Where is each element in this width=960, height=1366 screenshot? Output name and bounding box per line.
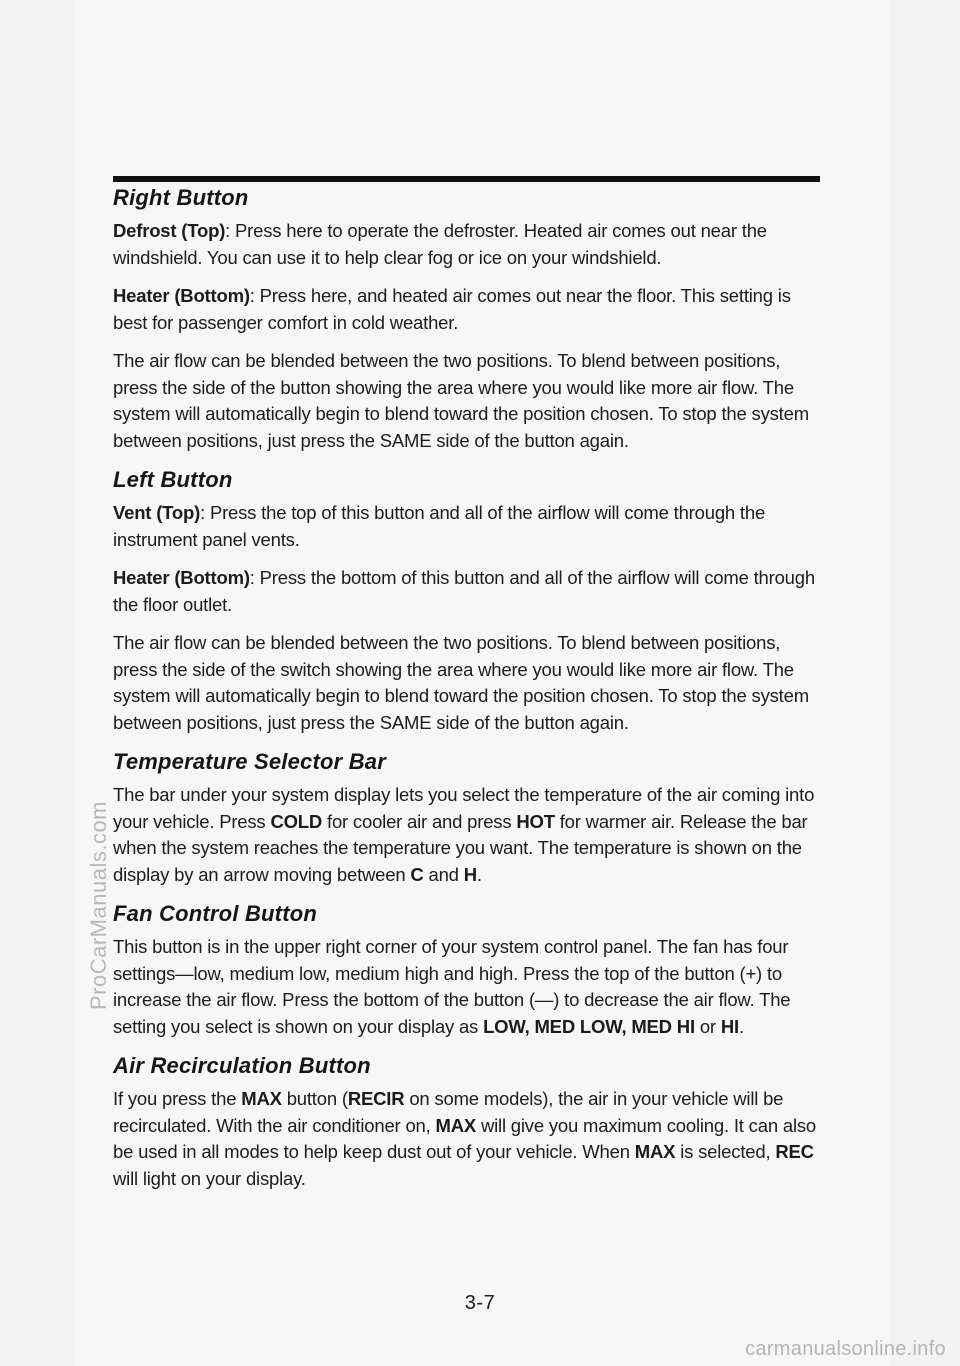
bold-term: REC: [775, 1141, 814, 1162]
bold-term: HI: [720, 1015, 739, 1037]
body-text: : Press the top of this button and all of the airflow will come through the instrument panel vents.: [113, 502, 766, 550]
heading-right-button: Right Button: [113, 185, 249, 210]
bold-term: MAX: [241, 1088, 282, 1109]
side-watermark: ProCarManuals.com: [86, 800, 111, 1010]
body-text: for cooler air and press: [322, 810, 517, 832]
paragraph-defrost-top: [113, 218, 825, 271]
paragraph-heater-bottom: [113, 283, 825, 336]
bold-term: HOT: [516, 810, 555, 832]
body-text: If you press the: [113, 1088, 242, 1109]
paragraph-vent-top: [113, 500, 825, 553]
paragraph-temperature: [113, 782, 825, 888]
term: Defrost (Top): [113, 220, 226, 241]
body-text: button (: [281, 1088, 348, 1109]
term: Vent (Top): [113, 502, 201, 523]
bold-term: H: [463, 863, 477, 885]
heading-fan-control: Fan Control Button: [113, 901, 317, 926]
body-text: will light on your display.: [113, 1167, 306, 1189]
body-text: The air flow can be blended between the two positions. To blend between positions, press the side of the button showing the area where you would like more air flow. The system will automatically begin to blend toward the position chosen. To stop the system between positions, just press the SAME side of the button again.: [113, 350, 809, 451]
body-text: and: [423, 863, 464, 885]
body-text: or: [694, 1015, 721, 1037]
heading-temperature-selector: Temperature Selector Bar: [113, 749, 386, 774]
paragraph-blend: [113, 630, 825, 736]
paragraph-blend: [113, 348, 825, 454]
body-text: The air flow can be blended between the two positions. To blend between positions, press the side of the switch showing the area where you would like more air flow. The system will automatically begin to blend toward the position chosen. To stop the system between positions, just press the SAME side of the button again.: [113, 632, 809, 733]
bold-term: MAX: [634, 1141, 676, 1162]
body-text: : Press here to operate the defroster. Heated air comes out near the windshield. You can use it to help clear fog or ice on your windshield.: [113, 220, 767, 268]
paragraph-recirculation: [113, 1086, 825, 1192]
section-air-recirculation: [113, 1052, 825, 1192]
body-text: on some models), the air in your vehicle will be recirculated. With the air conditioner on,: [113, 1088, 784, 1136]
body-text: The bar under your system display lets you select the temperature of the air coming into your vehicle. Press: [113, 784, 815, 832]
bold-term: COLD: [270, 810, 323, 832]
page-content: [113, 184, 825, 1204]
heading-air-recirculation: Air Recirculation Button: [113, 1053, 371, 1078]
term: Heater (Bottom): [113, 285, 250, 306]
term: Heater (Bottom): [113, 567, 250, 588]
top-rule: [113, 176, 820, 182]
body-text: for warmer air. Release the bar when the system reaches the temperature you want. The temperature is shown on the display by an arrow moving between: [113, 810, 808, 885]
body-text: .: [738, 1015, 744, 1037]
bold-term: C: [410, 863, 424, 885]
page-number: 3-7: [464, 1292, 496, 1314]
bold-term: LOW, MED LOW, MED HI: [483, 1015, 695, 1037]
bold-term: RECIR: [347, 1088, 405, 1109]
paragraph-fan: [113, 934, 825, 1040]
body-text: : Press the bottom of this button and all of the airflow will come through the floor outlet.: [113, 567, 815, 615]
paragraph-heater-bottom: [113, 565, 825, 618]
bold-term: MAX: [435, 1114, 477, 1136]
section-fan-control: [113, 900, 825, 1040]
body-text: will give you maximum cooling. It can also be used in all modes to help keep dust out of your vehicle. When: [113, 1114, 816, 1162]
heading-left-button: Left Button: [113, 467, 233, 492]
body-text: is selected,: [675, 1141, 776, 1162]
section-temperature-selector: [113, 748, 825, 888]
section-left-button: [113, 466, 825, 736]
body-text: : Press here, and heated air comes out near the floor. This setting is best for passenger comfort in cold weather.: [113, 285, 791, 333]
body-text: This button is in the upper right corner of your system control panel. The fan has four settings—low, medium low, medium high and high. Press the top of the button (+) to increase the air flow. Press the bottom of the button (—) to decrease the air flow. The setting you select is shown on your display as: [113, 936, 791, 1037]
body-text: .: [476, 863, 482, 885]
section-right-button: [113, 184, 825, 454]
bottom-watermark: carmanualsonline.info: [745, 1338, 946, 1360]
